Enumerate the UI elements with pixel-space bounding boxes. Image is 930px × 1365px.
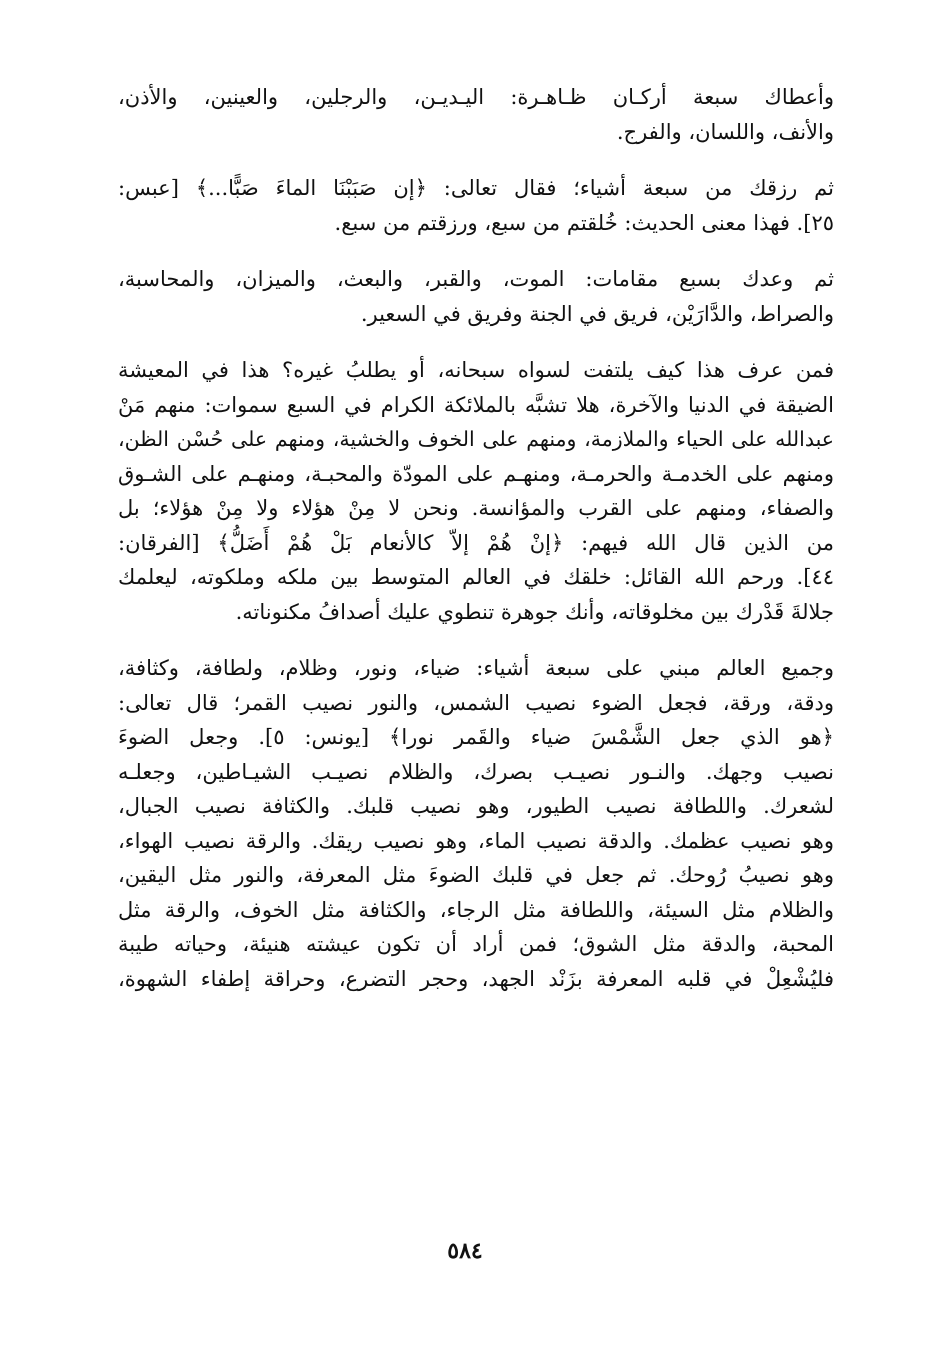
text-line: جلالةَ قَدْرك بين مخلوقاته، وأنك جوهرة تنطوي عليك أصدافُ مكنوناته.	[235, 599, 834, 624]
text-line: ثم وعدك بسبع مقامات: الموت، والقبر، والبعث، والميزان، والمحاسبة،	[118, 267, 834, 291]
text-line: والظلام مثل السيئة، واللطافة مثل الرجاء، والكثافة مثل الخوف، والرقة مثل	[118, 897, 834, 922]
text-line: وجميع العالم مبني على سبعة أشياء: ضياء، ونور، وظلام، ولطافة، وكثافة،	[118, 656, 834, 680]
text-line: عبدالله على الحياء والملازمة، ومنهم على الخوف والخشية، ومنهم على حُسْن الظن،	[118, 427, 834, 451]
paragraph-seven-pillars	[118, 80, 834, 149]
text-line: من الذين قال الله فيهم: ﴿إنْ هُمْ إلاّ كالأنعام بَلْ هُمْ أَضَلُّ﴾ [الفرقان:	[118, 530, 834, 555]
page-body	[118, 80, 834, 1260]
paragraph-sustenance	[118, 171, 834, 240]
text-line: فمن عرف هذا كيف يلتفت لسواه سبحانه، أو يطلبُ غيره؟ هذا في المعيشة	[118, 358, 834, 382]
text-line: وهو نصيب عظمك. والدقة نصيب الماء، وهو نصيب ريقك. والرقة نصيب الهواء،	[118, 828, 834, 853]
text-line: ﴿هو الذي جعل الشَّمْسَ ضياء والقَمر نورا﴾ [يونس: ٥]. وجعل الضوءَ	[118, 725, 834, 749]
text-line: ٤٤]. ورحم الله القائل: خلقك في العالم المتوسط بين ملكه وملكوته، ليعلمك	[118, 565, 834, 589]
text-line: نصيب وجهك. والنـور نصيـب بصرك، والظلام نصيـب الشيـاطين، وجعلـه	[118, 759, 834, 784]
text-line: ثم رزقك من سبعة أشياء؛ فقال تعالى: ﴿إن صَبَبْنَا الماءَ صَبًّا...﴾ [عبس:	[118, 176, 834, 200]
paragraph-angels	[118, 353, 834, 629]
text-line: فليُشْعِلْ في قلبه المعرفة بزَنْد الجهد، وحجر التضرع، وحراقة إطفاء الشهوة،	[118, 966, 834, 991]
text-line: الضيقة في الدنيا والآخرة، هلا تشبَّه بالملائكة الكرام في السبع سموات: منهم مَنْ	[118, 392, 834, 417]
text-line: المحبة، والدقة مثل الشوق؛ فمن أراد أن تكون عيشته هنيئة، وحياته طيبة	[118, 932, 834, 956]
text-line: ومنهم على الخدمـة والحرمـة، ومنهـم على المودّة والمحبـة، ومنهـم على الشـوق	[118, 461, 834, 486]
text-line: لشعرك. واللطافة نصيب الطيور، وهو نصيب قلبك. والكثافة نصيب الجبال،	[118, 794, 834, 818]
page-number: ٥٨٤	[447, 1238, 483, 1264]
text-line: وهو نصيبُ رُوحك. ثم جعل في قلبك الضوءَ مثل المعرفة، والنور مثل اليقين،	[118, 863, 834, 887]
text-line: ٢٥]. فهذا معنى الحديث: خُلقتم من سبع، ورزقتم من سبع.	[334, 210, 834, 235]
text-line: والصراط، والدَّارَيْن، فريق في الجنة وفريق في السعير.	[360, 301, 834, 326]
text-line: والصفاء، ومنهم على القرب والمؤانسة. ونحن لا مِنْ هؤلاء ولا مِنْ هؤلاء؛ بل	[118, 496, 834, 520]
text-line: والأنف، واللسان، والفرج.	[616, 119, 834, 144]
paragraph-seven-stations	[118, 262, 834, 331]
text-line: ودقة، ورقة، فجعل الضوء نصيب الشمس، والنور نصيب القمر؛ قال تعالى:	[118, 690, 834, 715]
paragraph-seven-things	[118, 651, 834, 996]
text-line: وأعطاك سبعة أركـان ظـاهـرة: اليـديـن، والرجلين، والعينين، والأذن،	[118, 85, 834, 109]
